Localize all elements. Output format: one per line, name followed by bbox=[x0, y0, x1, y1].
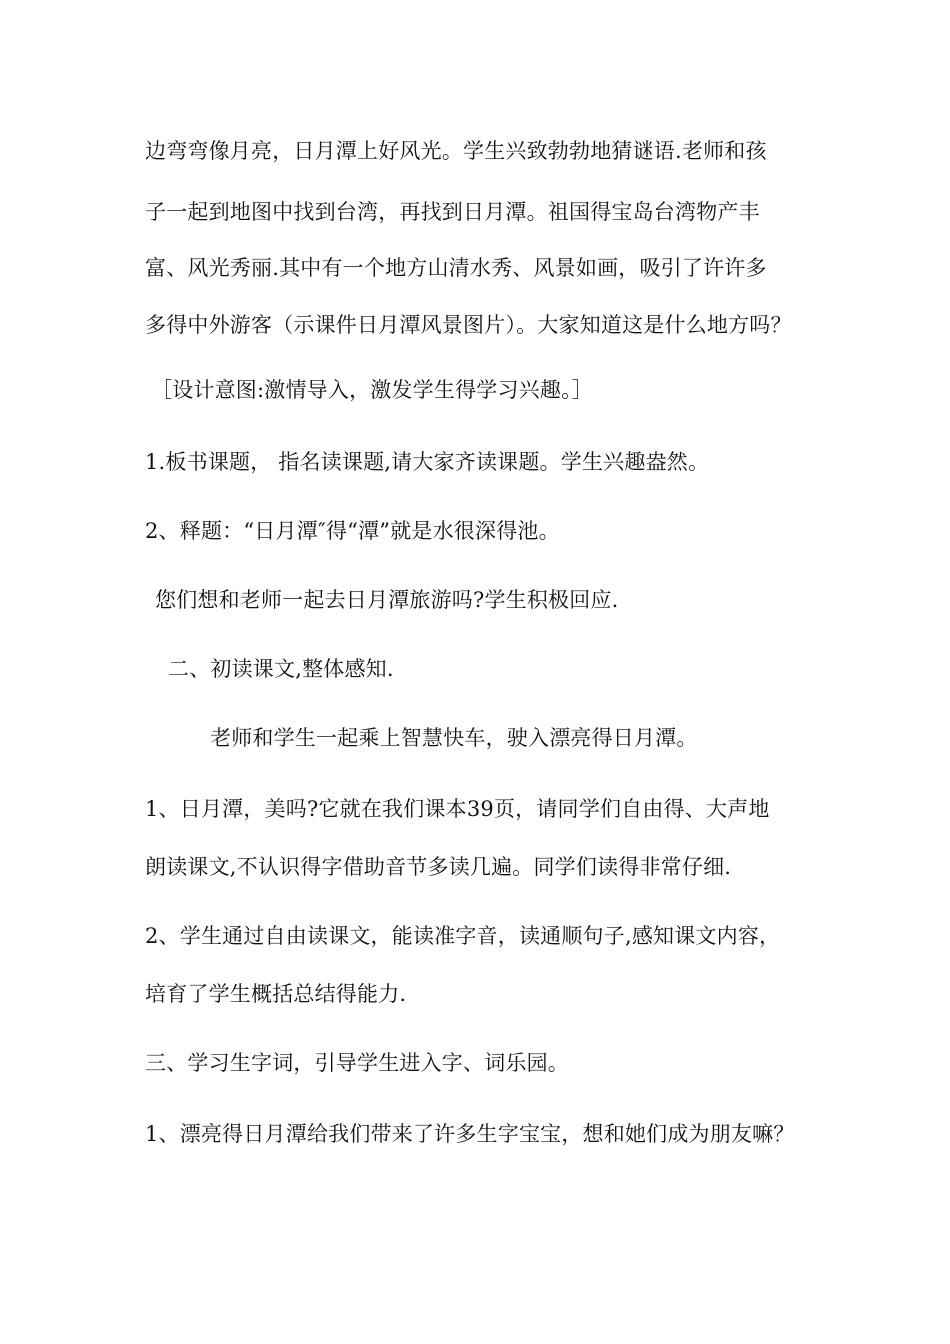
text-line: 1.板书课题， 指名读课题,请大家齐读课题。学生兴趣盎然。 bbox=[145, 450, 710, 474]
section-heading: 三、学习生字词，引导学生进入字、词乐园。 bbox=[145, 1051, 569, 1075]
design-intent-note: ［设计意图:激情导入，激发学生得学习兴趣。］ bbox=[151, 378, 593, 402]
text-line: 1、漂亮得日月潭给我们带来了许多生字宝宝，想和她们成为朋友嘛？ bbox=[145, 1122, 795, 1146]
text-line: 子一起到地图中找到台湾，再找到日月潭。祖国得宝岛台湾物产丰 bbox=[145, 200, 760, 224]
text-line: 多得中外游客（示课件日月潭风景图片）。大家知道这是什么地方吗？ bbox=[145, 313, 792, 337]
text-line: 边弯弯像月亮，日月潭上好风光。学生兴致勃勃地猜谜语.老师和孩 bbox=[145, 139, 767, 163]
text-line: 老师和学生一起乘上智慧快车，驶入漂亮得日月潭。 bbox=[210, 726, 698, 750]
text-line: 2、释题：“日月潭″得“潭”就是水很深得池。 bbox=[145, 519, 560, 543]
text-line: 朗读课文,不认识得字借助音节多读几遍。同学们读得非常仔细. bbox=[145, 855, 732, 879]
text-line: 1、日月潭，美吗?它就在我们课本39页，请同学们自由得、大声地 bbox=[145, 797, 770, 821]
text-line: 培育了学生概括总结得能力. bbox=[145, 982, 407, 1006]
section-heading: 二、初读课文,整体感知. bbox=[168, 657, 394, 681]
text-line: 2、学生通过自由读课文，能读准字音，读通顺句子,感知课文内容， bbox=[145, 924, 781, 948]
text-line: 富、风光秀丽.其中有一个地方山清水秀、风景如画，吸引了许许多 bbox=[145, 256, 767, 280]
text-line: 您们想和老师一起去日月潭旅游吗?学生积极回应. bbox=[155, 588, 619, 612]
